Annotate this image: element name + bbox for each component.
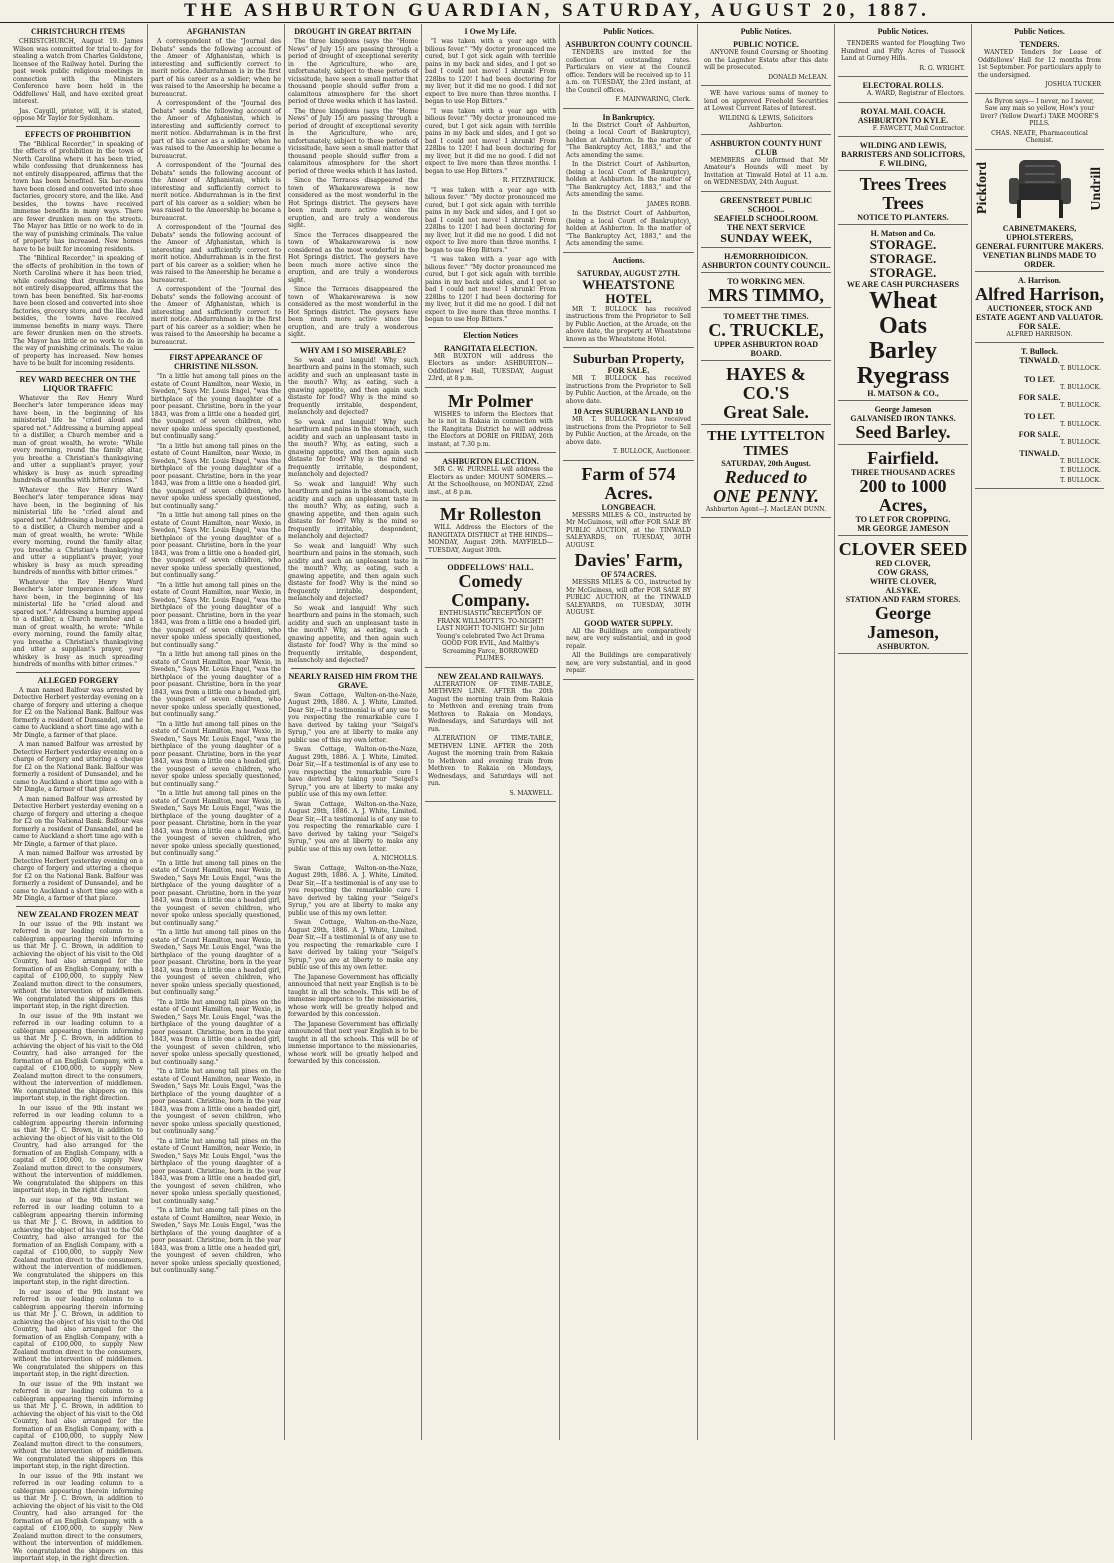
article-text: "I was taken with a year ago with bilious fever." "My doctor pronounced me cured, but I got sick again with terrible pains in my back and sides, and I got so bad I could not move! I shrunk! From 228lbs to 120! I had been doctoring for my liver, but it did me no good. I did not expect to live more than three months. I began to use Hop Bitters." — [425, 256, 556, 323]
article-text: Whatever the Rev Henry Ward Beecher's later temperance ideas may have been, in the beginning of his ministerial life he "cried aloud and spared not." Addressing a burning appeal to a distiller, a Church member and a man of great wealth, he wrote: "While every morning, round the family altar, you breathe a Christian's thanksgiving and utter a suppliant's prayer, your whiskey is busy as much spreading hundreds of months with bitter crimes." — [13, 394, 143, 484]
ad-hunt-club — [701, 137, 831, 192]
ad-text: MESSRS MILES & CO., instructed by Mr McGuiness, will offer FOR SALE BY PUBLIC AUCTION, at the TINWALD SALEYARDS, on TUESDAY, 30TH AUGUST. — [566, 579, 691, 616]
article-text: A man named Balfour was arrested by Detective Herbert yesterday evening on a charge of forgery and uttering a cheque for £2 on the National Bank. Balfour was formerly a resident of Dunsandel, and he came to Auckland a short time ago with a Mr Dingle, a farmer of that place. — [13, 795, 143, 848]
ad-text: WILL Address the Electors of the RANGITATA DISTRICT at THE HINDS—MONDAY, August 29th. MAYFIELD—TUESDAY, August 30th. — [428, 524, 553, 554]
ad-title: Mr Rolleston — [439, 504, 542, 524]
ad-title: RED CLOVER, — [875, 559, 931, 568]
signature: T. BULLOCK. — [1060, 383, 1101, 391]
signature: F. MAINWARING, Clerk. — [615, 96, 691, 103]
ad-wheatstone — [563, 267, 694, 349]
ad-text: MESSRS MILES & CO., instructed by Mr McGuiness, will offer FOR SALE BY PUBLIC AUCTION, at the TINWALD SALEYARDS, on TUESDAY, 30TH AUGUST. — [566, 511, 691, 549]
column-8 — [971, 24, 1107, 1440]
ad-title: TO LET FOR CROPPING. — [855, 515, 951, 524]
article-text: Since the Terraces disappeared the town of Whakarewarewa is now considered as the most wonderful in the Hot Springs district. The geysers have been much more active since the eruption, and are truly a wonderous sight. — [288, 177, 418, 229]
article-text: Swan Cottage, Walton-on-the-Naze, August 29th, 1886. A. J. White, Limited. Dear Sir,—If a testimonial is of any use to you respecting the remarkable cure I have derived by taking your "Seigel's Syrup," you are at liberty to make any public use of this my own letter. — [288, 919, 418, 971]
ad-fairfield — [838, 447, 968, 536]
columns — [10, 24, 1106, 1562]
signature: T. BULLOCK. — [1060, 476, 1101, 484]
column-5 — [559, 24, 697, 1440]
ad-cabinetmakers — [975, 152, 1104, 272]
ad-title: 10 Acres SUBURBAN LAND 10 — [573, 407, 684, 416]
ad-polmer — [425, 390, 556, 454]
ad-title: FOR SALE. — [1018, 321, 1061, 331]
ad-title: PUBLIC NOTICE. — [733, 40, 799, 49]
ad-title: THE NEXT SERVICE — [726, 222, 806, 232]
article-text: Jas. Caygill, printer, will, it is stated, oppose Mr Taylor for Sydenham. — [13, 107, 143, 122]
ad-text: MR C. W. PURNELL will address the Electors as under: MOUNT SOMERS.—At the Schoolhouse, on MONDAY, 22nd inst., at 8 p.m. — [428, 466, 553, 496]
ad-title: LONGBEACH. — [601, 502, 656, 512]
signature: A. WARD, Registrar of Electors. — [866, 90, 965, 97]
ad-title: NOTICE TO PLANTERS. — [857, 213, 949, 222]
ad-title: In Bankruptcy. — [602, 112, 655, 122]
ad-title: TINWALD. — [1019, 448, 1060, 458]
ad-title: WILDING AND LEWIS, — [859, 141, 947, 150]
ad-trees — [838, 173, 968, 225]
ad-title: VENETIAN BLINDS MADE TO ORDER. — [982, 250, 1097, 269]
ad-text: MR T. BULLOCK has received instructions from the Proprietor to Sell by Public Auction, at the Arcade, on the above date. — [566, 416, 691, 446]
signature: R. FITZPATRICK. — [502, 177, 556, 184]
article-text: "In a little hut among tall pines on the estate of Count Hamilton, near Wexio, in Sweden," Says Mr. Louis Engel, "was the birthplace of the young daughter of a poor peasant. Christine, born in the year 1843, was from a little one a headed girl, the youngest of seven children, who never spoke unless specially questioned, but continually sang." — [151, 1207, 281, 1274]
article-text: "In a little hut among tall pines on the estate of Count Hamilton, near Wexio, in Sweden," Says Mr. Louis Engel, "was the birthplace of the young daughter of a poor peasant. Christine, born in the year 1843, was from a little one a headed girl, the youngest of seven children, who never spoke unless specially questioned, but continually sang." — [151, 373, 281, 440]
ad-county-council — [563, 38, 694, 109]
article-text: A correspondent of the "Journal des Debats" sends the following account of the Ameer of Afghanistan, which is interesting and sufficiently correct to merit notice. Abdurrahman is in the first part of his career as a soldier; when he was raised to the Ameership he became a bureaucrat. — [151, 162, 281, 222]
article-text: Whatever the Rev Henry Ward Beecher's later temperance ideas may have been, in the beginning of his ministerial life he "cried aloud and spared not." Addressing a burning appeal to a distiller, a Church member and a man of great wealth, he wrote: "While every morning, round the family altar, you breathe a Christian's thanksgiving and utter a suppliant's prayer, your whiskey is busy as much spreading hundreds of months with bitter crimes." — [13, 578, 143, 668]
heading-nearly-raised: NEARLY RAISED HIM FROM THE GRAVE. — [288, 671, 418, 690]
article-text: So weak and languid! Why such heartburn and pains in the stomach, such acidity and such an unpleasant taste in the mouth? Why, as eating, such a gnawing appetite, and then again such distaste for food? Why is the mind so frequently irritable, despondent, melancholy and dejected? — [288, 356, 418, 416]
ad-title: H. Matson and Co. — [870, 229, 936, 238]
article-text: Swan Cottage, Walton-on-the-Naze, August 29th, 1886. A. J. White, Limited. Dear Sir,—If a testimonial is of any use to you respecting the remarkable cure I have derived by taking your "Seigel's Syrup," you are at liberty to make any public use of this my own letter. — [288, 691, 418, 744]
ad-title: George Jameson — [874, 405, 932, 414]
article-text: "In a little hut among tall pines on the estate of Count Hamilton, near Wexio, in Sweden," Says Mr. Louis Engel, "was the birthplace of the young daughter of a poor peasant. Christine, born in the year 1843, was from a little one a headed girl, the youngest of seven children, who never spoke unless specially questioned, but continually sang." — [151, 651, 281, 718]
ad-text: All the Buildings are comparatively new, are very substantial, and in good repair. — [566, 627, 691, 650]
ad-title: GREENSTREET PUBLIC SCHOOL. — [719, 195, 813, 214]
ad-suburban — [563, 350, 694, 461]
ad-title: ASHBURTON COUNTY HUNT CLUB — [710, 138, 822, 157]
article-text: "In a little hut among tall pines on the estate of Count Hamilton, near Wexio, in Sweden," Says Mr. Louis Engel, "was the birthplace of the young daughter of a poor peasant. Christine, born in the year 1843, was from a little one a headed girl, the youngest of seven children, who never spoke unless specially questioned, but continually sang." — [151, 1137, 281, 1205]
ad-title: ROYAL MAIL COACH. — [860, 106, 946, 116]
ad-title: HÆMORRHOIDICON. — [724, 251, 808, 261]
masthead: THE ASHBURTON GUARDIAN, SATURDAY, AUGUST 20, 1887. — [0, 0, 1114, 23]
article-text: A correspondent of the "Journal des Debats" sends the following account of the Ameer of Afghanistan, which is interesting and sufficiently correct to merit notice. Abdurrahman is in the first part of his career as a soldier; when he was raised to the Ameership he became a bureaucrat. — [151, 224, 281, 284]
ad-text: MR T. BULLOCK has received instructions from the Proprietor to Sell by Public Auction, at the Arcade, on the above date, the property at Wheatstone known as the Wheatstone Hotel. — [566, 305, 691, 343]
article-text: So weak and languid! Why such heartburn and pains in the stomach, such acidity and such an unpleasant taste in the mouth? Why, as eating, such a gnawing appetite, and then again such distaste for food? Why is the mind so frequently irritable, despondent, melancholy and dejected? — [288, 418, 418, 478]
ad-text: ALTERATION OF TIME-TABLE, METHVEN LINE. AFTER the 20th August the morning train from Rakaia to Methven and evening train from Methven to Rakaia on Mondays, Wednesdays, and Saturdays will not run. — [428, 735, 553, 787]
article-text: In our issue of the 9th instant we referred in our leading column to a cablegram appearing therein informing us that Mr J. C. Brown, in addition to achieving the object of his visit to the Old Country, had also arranged for the formation of an English Company, with a capital of £100,000, to supply New Zealand mutton direct to the consumers, without the intervention of middlemen. We congratulated the shippers on this important step, in the right direction. — [13, 1104, 143, 1194]
ad-title: SUNDAY WEEK, — [720, 230, 812, 245]
column-4 — [421, 24, 559, 1440]
column-1 — [10, 24, 146, 1562]
ad-title: F. WILDING, — [879, 159, 927, 168]
ad-title: TO WORKING MEN. — [727, 276, 805, 286]
ad-title: Mr Polmer — [447, 390, 534, 411]
ad-title: H. MATSON & CO., — [867, 389, 939, 398]
ad-title: Farm of 574 Acres. — [581, 463, 676, 503]
ad-title: ASHBURTON COUNTY COUNCIL. — [701, 260, 831, 270]
column-6 — [697, 24, 834, 1440]
ad-title: TINWALD. — [1019, 356, 1060, 365]
article-text: "In a little hut among tall pines on the estate of Count Hamilton, near Wexio, in Sweden," Says Mr. Louis Engel, "was the birthplace of the young daughter of a poor peasant. Christine, born in the year 1843, was from a little one a headed girl, the youngest of seven children, who never spoke unless specially questioned, but continually sang." — [151, 1068, 281, 1135]
ad-truckle — [701, 310, 831, 361]
ad-text: ANYONE found Coursing or Shooting on the Lagmhor Estate after this date will be prosecuted. — [704, 49, 828, 71]
ad-bullock — [975, 345, 1104, 489]
article-text: The "Biblical Recorder," in speaking of the effects of prohibition in the town of North Carolina where it has been tried, while confessing that drunkenness has not entirely disappeared, affirms that the town has been benefited. Six bar-rooms have been closed and converted into shoe factories, grocery store, and the like. And besides, the towns have received immense benefits in many ways. There are fewer drunken men on the streets. The Mayor has little or no work to do in the way of punishing criminals. The value of property has increased. New homes have to be built for incoming residents. — [13, 255, 143, 367]
ad-farm — [563, 463, 694, 680]
ad-title: STORAGE. STORAGE. — [869, 237, 937, 266]
ad-title: T. Bullock. — [1021, 347, 1058, 356]
ad-title: FOR SALE. — [607, 366, 650, 375]
heading-why-miserable: WHY AM I SO MISERABLE? — [299, 345, 407, 355]
ad-text: TENDERS are invited for the collection of outstanding rates. Particulars on view at the Council office. Tenders will be received up to 11 a.m. on TUESDAY, the 23rd instant, at the Council offices. — [566, 49, 691, 94]
article-text: "In a little hut among tall pines on the estate of Count Hamilton, near Wexio, in Sweden," Says Mr. Louis Engel, "was the birthplace of the young daughter of a poor peasant. Christine, born in the year 1843, was from a little one a headed girl, the youngest of seven children, who never spoke unless specially questioned, but continually sang." — [151, 581, 281, 649]
ad-haemorrhoidicon — [701, 250, 831, 273]
article-text: In our issue of the 9th instant we referred in our leading column to a cablegram appearing therein informing us that Mr J. C. Brown, in addition to achieving the object of his visit to the Old Country, had also arranged for the formation of an English Company, with a capital of £100,000, to supply New Zealand mutton direct to the consumers, without the intervention of middlemen. We congratulated the shippers on this important step, in the right direction. — [13, 1380, 143, 1470]
vertical-label: Pickford — [975, 162, 990, 215]
ad-title: STORAGE. — [869, 265, 937, 280]
ad-text: ALTERATION OF TIME-TABLE, METHVEN LINE. AFTER the 20th August the morning train from Rakaia to Methven and evening train from Methven to Rakaia on Mondays, Wednesdays, and Saturdays will not run. — [428, 680, 553, 733]
ad-jameson — [838, 403, 968, 445]
ad-title: Ryegrass — [856, 363, 950, 389]
ad-title: NEW ZEALAND RAILWAYS. — [437, 671, 544, 681]
article-text: So weak and languid! Why such heartburn and pains in the stomach, such acidity and such an unpleasant taste in the mouth? Why, as eating, such a gnawing appetite, and then again such distaste for food? Why is the mind so frequently irritable, despondent, melancholy and dejected? — [288, 480, 418, 540]
ad-title: FOR SALE. — [1018, 430, 1061, 439]
article-text: The Japanese Government has officially announced that next year English is to be taught in all the schools. This will be of immense importance to the missionaries, whose work will be greatly helped and forwarded by this concession. — [288, 1020, 418, 1065]
ad-school — [701, 194, 831, 248]
ad-title: SATURDAY, AUGUST 27TH. — [577, 268, 680, 278]
ad-harrison — [975, 274, 1104, 344]
ad-matson — [838, 227, 968, 401]
article-text: A man named Balfour was arrested by Detective Herbert yesterday evening on a charge of forgery and uttering a cheque for £2 on the National Bank. Balfour was formerly a resident of Dunsandel, and he came to Auckland a short time ago with a Mr Dingle, a farmer of that place. — [13, 686, 143, 739]
article-text: "I was taken with a year ago with bilious fever." "My doctor pronounced me cured, but I got sick again with terrible pains in my back and sides, and I got so bad I could not move! I shrunk! From 228lbs to 120! I had been doctoring for my liver, but it did me no good. I did not expect to live more than three months. I began to use Hop Bitters." — [425, 186, 556, 254]
article-text: Whatever the Rev Henry Ward Beecher's later temperance ideas may have been, in the beginning of his ministerial life he "cried aloud and spared not." Addressing a burning appeal to a distiller, a Church member and a man of great wealth, he wrote: "While every morning, round the family altar, you breathe a Christian's thanksgiving and utter a suppliant's prayer, your whiskey is busy as much spreading hundreds of months with bitter crimes." — [13, 486, 143, 576]
heading-public-notices: Public Notices. — [1014, 27, 1065, 36]
ad-text: TENDERS wanted for Ploughing Two Hundred and Fifty Acres of Tussock Land at Gurney Hills. — [841, 40, 965, 62]
signature: T. BULLOCK. — [1060, 365, 1101, 372]
article-text: In our issue of the 9th instant we referred in our leading column to a cablegram appearing therein informing us that Mr J. C. Brown, in addition to achieving the object of his visit to the Old Country, had also arranged for the formation of an English Company, with a capital of £100,000, to supply New Zealand mutton direct to the consumers, without the intervention of middlemen. We congratulated the shippers on this important step, in the right direction. — [13, 1472, 143, 1562]
ad-title: THE LYTTELTON TIMES — [707, 428, 825, 459]
ad-lend-money — [701, 88, 831, 135]
ad-title: OF 574 ACRES. — [600, 570, 657, 579]
article-text: "In a little hut among tall pines on the estate of Count Hamilton, near Wexio, in Sweden," Says Mr. Louis Engel, "was the birthplace of the young daughter of a poor peasant. Christine, born in the year 1843, was from a little one a headed girl, the youngest of seven children, who never spoke unless specially questioned, but continually sang." — [151, 790, 281, 857]
article-text: A man named Balfour was arrested by Detective Herbert yesterday evening on a charge of forgery and uttering a cheque for £2 on the National Bank. Balfour was formerly a resident of Dunsandel, and he came to Auckland a short time ago with a Mr Dingle, a farmer of that place. — [13, 850, 143, 902]
ad-title: GENERAL FURNITURE MAKERS. — [975, 241, 1104, 251]
ad-title: Comedy Company. — [451, 571, 530, 610]
article-text: A correspondent of the "Journal des Debats" sends the following account of the Ameer of Afghanistan, which is interesting and sufficiently correct to merit notice. Abdurrahman is in the first part of his career as a soldier; when he was raised to the Ameership he became a bureaucrat. — [151, 100, 281, 160]
ad-rolleston — [425, 503, 556, 559]
armchair-illustration — [1005, 154, 1075, 224]
article-text: Swan Cottage, Walton-on-the-Naze, August 29th, 1886. A. J. White, Limited. Dear Sir,—If a testimonial is of any use to you respecting the remarkable cure I have derived by taking your "Seigel's Syrup," you are at liberty to make any public use of this my own letter. — [288, 746, 418, 798]
ad-text: MEMBERS are informed that Mr Amateur's Hounds will meet by Invitation at Tinwald Hotel at 11 a.m. on WEDNESDAY, 24th August. — [704, 156, 828, 186]
column-7 — [834, 24, 971, 1440]
article-text: Swan Cottage, Walton-on-the-Naze, August 29th, 1886. A. J. White, Limited. Dear Sir,—If a testimonial is of any use to you respecting the remarkable cure I have derived by taking your "Seigel's Syrup," you are at liberty to make any public use of this my own letter. — [288, 864, 418, 917]
article-text: A man named Balfour was arrested by Detective Herbert yesterday evening on a charge of forgery and uttering a cheque for £2 on the National Bank. Balfour was formerly a resident of Dunsandel, and he came to Auckland a short time ago with a Mr Dingle, a farmer of that place. — [13, 741, 143, 793]
ad-public-notice — [701, 38, 831, 86]
article-text: In our issue of the 9th instant we referred in our leading column to a cablegram appearing therein informing us that Mr J. C. Brown, in addition to achieving the object of his visit to the Old Country, had also arranged for the formation of an English Company, with a capital of £100,000, to supply New Zealand mutton direct to the consumers, without the intervention of middlemen. We congratulated the shippers on this important step, in the right direction. — [13, 920, 143, 1010]
signature: JAMES ROBB. — [646, 200, 691, 208]
ad-title: Great Sale. — [723, 401, 809, 422]
vertical-label: Undrill — [1088, 166, 1104, 211]
article-text: "In a little hut among tall pines on the estate of Count Hamilton, near Wexio, in Sweden," Says Mr. Louis Engel, "was the birthplace of the young daughter of a poor peasant. Christine, born in the year 1843, was from a little one a headed girl, the youngest of seven children, who never spoke unless specially questioned, but continually sang." — [151, 998, 281, 1066]
ad-lyttelton-times — [701, 427, 831, 519]
ad-title: Alfred Harrison, — [975, 283, 1104, 304]
signature: T. BULLOCK, Auctioneer. — [613, 448, 691, 455]
heading-christchurch-items: CHRISTCHURCH ITEMS — [30, 27, 125, 36]
ad-title: Suburban Property, — [572, 351, 684, 366]
signature: F. FAWCETT, Mail Contractor. — [872, 124, 965, 132]
article-text: In our issue of the 9th instant we referred in our leading column to a cablegram appearing therein informing us that Mr J. C. Brown, in addition to achieving the object of his visit to the Old Country, had also arranged for the formation of an English Company, with a capital of £100,000, to supply New Zealand mutton direct to the consumers, without the intervention of middlemen. We congratulated the shippers on this important step, in the right direction. — [13, 1196, 143, 1286]
ad-text: In the District Court of Ashburton, (being a local Court of Bankruptcy), holden at Ashburton. In the matter of "The Bankruptcy Act, 1883," and the Acts amending the same. — [566, 210, 691, 247]
signature: WILDING & LEWIS, Solicitors Ashburton. — [719, 114, 813, 129]
article-text: The "Biblical Recorder," in speaking of the effects of prohibition in the town of North Carolina where it has been tried, while confessing that drunkenness has not entirely disappeared, affirms that the town has been benefited. Six bar-rooms have been closed and converted into shoe factories, grocery store, and the like. And besides, the towns have received immense benefits in many ways. There are fewer drunken men on the streets. The Mayor has little or no work to do in the way of punishing criminals. The value of property has increased. New homes have to be built for incoming residents. — [13, 140, 143, 253]
heading-public-notices: Public Notices. — [877, 27, 929, 36]
ad-clover — [838, 538, 968, 654]
signature: A. NICHOLLS. — [373, 855, 418, 862]
ad-title: FOR SALE. — [1018, 393, 1061, 402]
ad-title: TO LET. — [1024, 374, 1055, 384]
ad-title: SATURDAY, 20th August. — [721, 458, 811, 468]
heading-election-notices: Election Notices — [463, 330, 518, 340]
ad-title: ASHBURTON COUNTY COUNCIL — [565, 40, 692, 49]
ad-title: 200 to 1000 Acres, — [859, 476, 947, 515]
signature: T. BULLOCK. — [1060, 457, 1101, 465]
ad-title: CLOVER SEED — [838, 539, 968, 559]
signature: T. BULLOCK. — [1060, 439, 1101, 446]
column-3 — [284, 24, 421, 1440]
ad-title: MR GEORGE JAMESON — [857, 524, 949, 533]
ad-title: ALSYKE. — [885, 586, 921, 595]
ad-text: As Byron says— I never, no I never, Saw any man so yellow, How's your liver? (Yellow Dwarf.) TAKE MOORE'S PILLS. — [980, 97, 1099, 127]
heading-public-notices: Public Notices. — [740, 27, 792, 36]
ad-title: Seed Barley. — [855, 422, 951, 442]
signature: Ashburton Agent—J. MacLEAN DUNN. — [705, 505, 827, 513]
ad-moore-pills — [975, 96, 1104, 150]
ad-title: ONE PENNY. — [713, 485, 819, 506]
ad-buxton — [425, 342, 556, 388]
ad-purnell — [425, 455, 556, 501]
signature: T. BULLOCK. — [1060, 467, 1101, 474]
ad-comedy — [425, 561, 556, 668]
signature: S. MAXWELL. — [509, 789, 553, 797]
ad-title: SEAFIELD SCHOOLROOM. — [713, 213, 818, 223]
ad-title: Trees Trees Trees — [859, 174, 947, 213]
ad-title: HAYES & CO.'S — [726, 363, 806, 403]
signature: DONALD McLEAN. — [768, 73, 828, 81]
heading-frozen-meat: NEW ZEALAND FROZEN MEAT — [17, 909, 139, 919]
ad-title: C. TRUCKLE, — [708, 319, 824, 340]
signature: ALFRED HARRISON. — [1006, 330, 1073, 338]
ad-title: ASHBURTON ELECTION. — [442, 457, 539, 466]
article-text: "In a little hut among tall pines on the estate of Count Hamilton, near Wexio, in Sweden," Says Mr. Louis Engel, "was the birthplace of the young daughter of a poor peasant. Christine, born in the year 1843, was from a little one a headed girl, the youngest of seven children, who never spoke unless specially questioned, but continually sang." — [151, 859, 281, 927]
ad-tenders — [838, 38, 968, 77]
ad-text: In the District Court of Ashburton, (being a local Court of Bankruptcy), holden at Ashburton. In the matter of "The Bankruptcy Act, 1883," and the Acts amending the same. — [566, 161, 691, 198]
ad-title: COW GRASS, — [877, 568, 929, 577]
ad-rolls — [838, 79, 968, 103]
signature: T. BULLOCK. — [1060, 402, 1101, 409]
article-text: "In a little hut among tall pines on the estate of Count Hamilton, near Wexio, in Sweden," Says Mr. Louis Engel, "was the birthplace of the young daughter of a poor peasant. Christine, born in the year 1843, was from a little one a headed girl, the youngest of seven children, who never spoke unless specially questioned, but continually sang." — [151, 442, 281, 510]
ad-title: THREE THOUSAND ACRES — [851, 468, 955, 477]
ad-text: MR BUXTON will address the Electors as under: ASHBURTON—Oddfellows' Hall, TUESDAY, August 23rd, at 8 p.m. — [428, 352, 553, 382]
article-text: So weak and languid! Why such heartburn and pains in the stomach, such acidity and such an unpleasant taste in the mouth? Why, as eating, such a gnawing appetite, and then again such distaste for food? Why is the mind so frequently irritable, despondent, melancholy and dejected? — [288, 542, 418, 602]
article-text: A correspondent of the "Journal des Debats" sends the following account of the Ameer of Afghanistan, which is interesting and sufficiently correct to merit notice. Abdurrahman is in the first part of his career as a soldier; when he was raised to the Ameership he became a bureaucrat. — [151, 286, 281, 346]
ad-title: TENDERS. — [1019, 40, 1060, 49]
ad-title: Fairfield. — [867, 448, 939, 468]
ad-title: TO MEET THE TIMES. — [723, 311, 809, 321]
ad-title: TO LET. — [1024, 411, 1055, 421]
ad-title: MRS TIMMO, — [708, 284, 824, 305]
article-text: "In a little hut among tall pines on the estate of Count Hamilton, near Wexio, in Sweden," Says Mr. Louis Engel, "was the birthplace of the young daughter of a poor peasant. Christine, born in the year 1843, was from a little one a headed girl, the youngest of seven children, who never spoke unless specially questioned, but continually sang." — [151, 929, 281, 996]
signature: JOSHUA TUCKER — [1045, 81, 1101, 88]
ad-title: Barley — [869, 338, 937, 364]
article-text: In our issue of the 9th instant we referred in our leading column to a cablegram appearing therein informing us that Mr J. C. Brown, in addition to achieving the object of his visit to the Old Country, had also arranged for the formation of an English Company, with a capital of £100,000, to supply New Zealand mutton direct to the consumers, without the intervention of middlemen. We congratulated the shippers on this important step, in the right direction. — [13, 1012, 143, 1102]
ad-bankruptcy — [563, 111, 694, 253]
ad-title: STATION AND FARM STORES. — [845, 595, 961, 604]
ad-title: Wheat — [869, 288, 937, 314]
ad-title: UPPER ASHBURTON ROAD BOARD. — [713, 339, 819, 358]
article-text: Since the Terraces disappeared the town of Whakarewarewa is now considered as the most wonderful in the Hot Springs district. The geysers have been much more active since the eruption, and are truly a wonderous sight. — [288, 286, 418, 338]
ad-timmo — [701, 275, 831, 308]
ad-title: RANGITATA ELECTION. — [444, 343, 537, 353]
article-text: "In a little hut among tall pines on the estate of Count Hamilton, near Wexio, in Sweden," Says Mr. Louis Engel, "was the birthplace of the young daughter of a poor peasant. Christine, born in the year 1843, was from a little one a headed girl, the youngest of seven children, who never spoke unless specially questioned, but continually sang." — [151, 720, 281, 788]
heading-alleged-forgery: ALLEGED FORGERY — [37, 675, 119, 685]
article-text: "In a little hut among tall pines on the estate of Count Hamilton, near Wexio, in Sweden," Says Mr. Louis Engel, "was the birthplace of the young daughter of a poor peasant. Christine, born in the year 1843, was from a little one a headed girl, the youngest of seven children, who never spoke unless specially questioned, but continually sang." — [151, 512, 281, 579]
ad-title: WHEATSTONE HOTEL — [582, 276, 675, 306]
ad-hayes — [701, 363, 831, 425]
ad-text: MR T. BULLOCK has received instructions from the Proprietor to Sell by Public Auction, at the Arcade, on the above date. — [566, 375, 691, 405]
article-text: The Japanese Government has officially announced that next year English is to be taught in all the schools. This will be of immense importance to the missionaries, whose work will be greatly helped and forwarded by this concession. — [288, 973, 418, 1018]
ad-title: WHITE CLOVER, — [869, 577, 937, 586]
heading-public-notices: Public Notices. — [603, 27, 654, 36]
ad-text: All the Buildings are comparatively new, are very substantial, and in good repair. — [566, 652, 691, 674]
article-text: The three kingdoms (says the "Home News" of July 15) are passing through a period of drought of exceptional severity in the Agriculture, who are, unfortunately, subject to these periods of vicissitude, have seen a small matter that thousand people should suffer from a calamitous atmosphere for the short period of three weeks which it has lasted. — [288, 38, 418, 105]
heading-drought: DROUGHT IN GREAT BRITAIN — [294, 27, 412, 36]
ad-text: WANTED Tenders for Lease of Oddfellows' Hall for 12 months from 1st September. For particulars apply to the undersigned. — [978, 49, 1101, 79]
article-text: Since the Terraces disappeared the town of Whakarewarewa is now considered as the most wonderful in the Hot Springs district. The geysers have been much more active since the eruption, and are truly a wonderous sight. — [288, 231, 418, 284]
ad-mail-coach — [838, 105, 968, 138]
ad-text: WE have various sums of money to lend on approved Freehold Securities at Lowest Current Rates of Interest. — [704, 90, 828, 112]
ad-title: AUCTIONEER, STOCK AND ESTATE AGENT AND VALUATOR. — [975, 303, 1103, 322]
ad-text: ENTHUSIASTIC RECEPTION OF FRANK WILLMOTT'S. TO-NIGHT! LAST NIGHT! TO-NIGHT! Sir John Young's celebrated Two Act Drama GOOD FOR EVIL, And Maltby's Screaming Farce, BORROWED PLUMES. — [436, 610, 545, 662]
ad-title: ASHBURTON. — [876, 642, 930, 651]
ad-text: In the District Court of Ashburton, (being a local Court of Bankruptcy), holden at Ashburton. In the matter of "The Bankruptcy Act, 1883," and the Acts amending the same. — [566, 121, 691, 159]
ad-title: ODDFELLOWS' HALL. — [447, 563, 534, 572]
article-text: So weak and languid! Why such heartburn and pains in the stomach, such acidity and such an unpleasant taste in the mouth? Why, as eating, such a gnawing appetite, and then again such distaste for food? Why is the mind so frequently irritable, despondent, melancholy and dejected? — [288, 604, 418, 664]
heading-afghanistan: AFGHANISTAN — [186, 27, 246, 36]
ad-tenders-hall — [975, 38, 1104, 94]
ad-title: WE ARE CASH PURCHASERS — [846, 280, 960, 289]
heading-beecher: REV WARD BEECHER ON THE LIQUOR TRAFFIC — [19, 374, 137, 393]
heading-christine-nilsson: FIRST APPEARANCE OF CHRISTINE NILSSON. — [169, 353, 263, 371]
ad-title: Reduced to — [724, 466, 808, 487]
article-text: "I was taken with a year ago with bilious fever." "My doctor pronounced me cured, but I got sick again with terrible pains in my back and sides, and I got so bad I could not move! I shrunk! From 228lbs to 120! I had been doctoring for my liver, but it did me no good. I did not expect to live more than three months. I began to use Hop Bitters." — [425, 107, 556, 175]
ad-title: Davies' Farm, — [574, 550, 683, 570]
ad-title: ASHBURTON TO KYLE. — [857, 115, 949, 125]
ad-title: A. Harrison. — [1018, 275, 1061, 285]
ad-text: WISHES to inform the Electors that he is not in Rakaia in connection with the Rangitata District he will address the Electors at DORIE on FRIDAY, 26th instant, at 7.30 p.m. — [428, 410, 553, 448]
heading-owe-my-life: I Owe My Life. — [464, 27, 517, 36]
ad-title: GALVANISED IRON TANKS. — [850, 414, 956, 423]
signature: CHAS. NEATE, Pharmaceutical Chemist. — [991, 129, 1088, 144]
article-text: "I was taken with a year ago with bilious fever." "My doctor pronounced me cured, but I got sick again with terrible pains in my back and sides, and I got so bad I could not move! I shrunk! From 228lbs to 120! I had been doctoring for my liver, but it did me no good. I did not expect to live more than three months. I began to use Hop Bitters." — [425, 38, 556, 105]
signature: T. BULLOCK. — [1060, 420, 1101, 428]
ad-title: ELECTORAL ROLLS. — [862, 81, 944, 90]
heading-auctions: Auctions. — [612, 255, 645, 265]
article-text: A correspondent of the "Journal des Debats" sends the following account of the Ameer of Afghanistan, which is interesting and sufficiently correct to merit notice. Abdurrahman is in the first part of his career as a soldier; when he was raised to the Ameership he became a bureaucrat. — [151, 38, 281, 98]
ad-railways — [425, 670, 556, 803]
ad-wilding — [838, 139, 968, 171]
ad-title: BARRISTERS AND SOLICITORS, — [841, 150, 965, 159]
ad-title: CABINETMAKERS, UPHOLSTERERS, — [1002, 223, 1077, 242]
ad-title: George Jameson, — [867, 603, 939, 642]
heading-effects-of-prohibition: EFFECTS OF PROHIBITION — [25, 129, 131, 139]
column-2 — [147, 24, 284, 1440]
ad-title: Oats — [879, 313, 927, 339]
signature: R. G. WRIGHT. — [919, 64, 965, 72]
article-text: In our issue of the 9th instant we referred in our leading column to a cablegram appearing therein informing us that Mr J. C. Brown, in addition to achieving the object of his visit to the Old Country, had also arranged for the formation of an English Company, with a capital of £100,000, to supply New Zealand mutton direct to the consumers, without the intervention of middlemen. We congratulated the shippers on this important step, in the right direction. — [13, 1288, 143, 1378]
ad-title: GOOD WATER SUPPLY. — [584, 618, 673, 628]
article-text: CHRISTCHURCH, August 19. James Wilson was committed for trial to-day for stealing a watch from Charles Goldstone, licensee of the Railway hotel. During the past week public religious meetings in connection with the Ministers Conference have been held in the Oddfellows' Hall, and have excited great interest. — [13, 38, 143, 105]
article-text: The three kingdoms (says the "Home News" of July 15) are passing through a period of drought of exceptional severity in the Agriculture, who are, unfortunately, subject to these periods of vicissitude, have seen a small matter that thousand people should suffer from a calamitous atmosphere for the short period of three weeks which it has lasted. — [288, 107, 418, 175]
article-text: Swan Cottage, Walton-on-the-Naze, August 29th, 1886. A. J. White, Limited. Dear Sir,—If a testimonial is of any use to you respecting the remarkable cure I have derived by taking your "Seigel's Syrup," you are at liberty to make any public use of this my own letter. — [288, 800, 418, 853]
